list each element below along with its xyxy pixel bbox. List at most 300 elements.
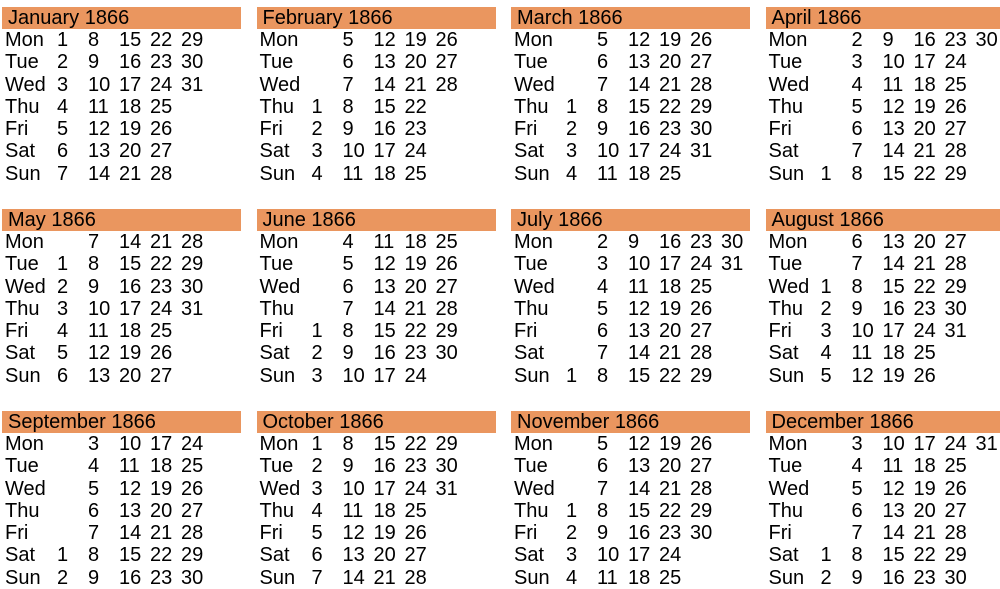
day-number: 21 xyxy=(659,74,690,96)
day-number: 26 xyxy=(436,253,467,275)
empty-day-cell xyxy=(467,29,498,51)
weekday-row-mon xyxy=(766,433,1000,455)
day-number: 7 xyxy=(852,253,883,275)
empty-day-cell xyxy=(945,342,976,364)
day-number: 24 xyxy=(150,74,181,96)
day-number: 9 xyxy=(597,522,628,544)
day-number: 3 xyxy=(312,478,343,500)
day-number: 23 xyxy=(150,276,181,298)
weekday-row-sun xyxy=(2,163,241,185)
month-title: November 1866 xyxy=(511,411,750,433)
day-number: 22 xyxy=(914,544,945,566)
day-number: 15 xyxy=(374,96,405,118)
empty-day-cell xyxy=(976,298,1000,320)
day-number: 12 xyxy=(119,478,150,500)
day-number: 11 xyxy=(597,163,628,185)
day-number: 26 xyxy=(945,478,976,500)
empty-day-cell xyxy=(821,478,852,500)
weekday-row-tue xyxy=(766,455,1000,477)
weekday-row-tue xyxy=(2,253,241,275)
empty-day-cell xyxy=(57,455,88,477)
empty-day-cell xyxy=(721,365,752,387)
empty-day-cell xyxy=(467,96,498,118)
day-number: 14 xyxy=(628,478,659,500)
empty-day-cell xyxy=(467,433,498,455)
day-number: 24 xyxy=(914,320,945,342)
day-number: 29 xyxy=(181,544,212,566)
empty-day-cell xyxy=(467,253,498,275)
day-number: 16 xyxy=(119,567,150,589)
weekday-row-fri xyxy=(257,118,496,140)
day-number: 20 xyxy=(659,455,690,477)
weekday-label: Sat xyxy=(769,544,821,566)
weekday-label: Tue xyxy=(769,51,821,73)
day-number: 22 xyxy=(405,433,436,455)
weekday-label: Sat xyxy=(5,544,57,566)
day-number: 21 xyxy=(659,478,690,500)
empty-day-cell xyxy=(566,455,597,477)
day-number: 29 xyxy=(945,544,976,566)
day-number: 24 xyxy=(659,140,690,162)
empty-day-cell xyxy=(467,544,498,566)
day-number: 18 xyxy=(405,231,436,253)
day-number: 13 xyxy=(88,140,119,162)
day-number: 7 xyxy=(57,163,88,185)
weekday-row-wed xyxy=(2,478,241,500)
weekday-label: Fri xyxy=(5,118,57,140)
empty-day-cell xyxy=(976,320,1000,342)
day-number: 20 xyxy=(374,544,405,566)
day-number: 22 xyxy=(150,544,181,566)
weekday-row-thu xyxy=(2,298,241,320)
day-number: 25 xyxy=(405,163,436,185)
weekday-row-sat xyxy=(766,140,1000,162)
day-number: 26 xyxy=(181,478,212,500)
day-number: 3 xyxy=(852,51,883,73)
empty-day-cell xyxy=(436,567,467,589)
day-number: 8 xyxy=(597,96,628,118)
weekday-label: Sun xyxy=(514,365,566,387)
day-number: 23 xyxy=(405,342,436,364)
day-number: 4 xyxy=(566,567,597,589)
empty-day-cell xyxy=(976,96,1000,118)
day-number: 21 xyxy=(119,163,150,185)
empty-day-cell xyxy=(467,51,498,73)
empty-day-cell xyxy=(436,118,467,140)
day-number: 21 xyxy=(914,522,945,544)
day-number: 6 xyxy=(597,320,628,342)
day-number: 31 xyxy=(436,478,467,500)
day-number: 1 xyxy=(821,163,852,185)
day-number: 14 xyxy=(119,522,150,544)
day-number: 29 xyxy=(945,163,976,185)
day-number: 11 xyxy=(374,231,405,253)
weekday-row-thu xyxy=(766,500,1000,522)
day-number: 10 xyxy=(343,365,374,387)
day-number: 15 xyxy=(374,433,405,455)
day-number: 8 xyxy=(88,29,119,51)
weekday-label: Mon xyxy=(260,231,312,253)
empty-day-cell xyxy=(467,118,498,140)
empty-day-cell xyxy=(976,163,1000,185)
empty-day-cell xyxy=(976,455,1000,477)
day-number: 19 xyxy=(883,365,914,387)
empty-day-cell xyxy=(467,231,498,253)
day-number: 31 xyxy=(690,140,721,162)
empty-day-cell xyxy=(436,522,467,544)
day-number: 28 xyxy=(945,253,976,275)
weekday-label: Tue xyxy=(514,455,566,477)
weekday-label: Sat xyxy=(769,342,821,364)
day-number: 28 xyxy=(405,567,436,589)
weekday-row-sat xyxy=(257,544,496,566)
empty-day-cell xyxy=(436,500,467,522)
day-number: 9 xyxy=(88,567,119,589)
day-number: 17 xyxy=(119,298,150,320)
empty-day-cell xyxy=(721,96,752,118)
day-number: 4 xyxy=(566,163,597,185)
day-number: 25 xyxy=(405,500,436,522)
day-number: 21 xyxy=(150,231,181,253)
empty-day-cell xyxy=(312,276,343,298)
day-number: 3 xyxy=(821,320,852,342)
empty-day-cell xyxy=(721,567,752,589)
day-number: 9 xyxy=(883,29,914,51)
day-number: 22 xyxy=(659,365,690,387)
day-number: 17 xyxy=(659,253,690,275)
day-number: 12 xyxy=(628,433,659,455)
weekday-row-sun xyxy=(511,163,750,185)
weekday-row-wed xyxy=(257,276,496,298)
day-number: 10 xyxy=(597,140,628,162)
day-number: 1 xyxy=(566,365,597,387)
empty-day-cell xyxy=(721,29,752,51)
day-number: 28 xyxy=(690,74,721,96)
day-number: 2 xyxy=(57,567,88,589)
day-number: 10 xyxy=(343,140,374,162)
weekday-row-thu xyxy=(257,298,496,320)
day-number: 25 xyxy=(181,455,212,477)
weekday-label: Sat xyxy=(260,140,312,162)
weekday-row-mon xyxy=(766,231,1000,253)
weekday-row-sat xyxy=(511,342,750,364)
weekday-row-sat xyxy=(511,140,750,162)
weekday-label: Sun xyxy=(769,365,821,387)
day-number: 9 xyxy=(88,51,119,73)
day-number: 14 xyxy=(883,140,914,162)
weekday-label: Mon xyxy=(5,433,57,455)
day-number: 10 xyxy=(119,433,150,455)
weekday-label: Sat xyxy=(514,544,566,566)
day-number: 28 xyxy=(690,342,721,364)
empty-day-cell xyxy=(566,478,597,500)
day-number: 9 xyxy=(628,231,659,253)
month-may xyxy=(2,209,241,387)
empty-day-cell xyxy=(212,253,243,275)
day-number: 19 xyxy=(119,342,150,364)
day-number: 7 xyxy=(88,522,119,544)
day-number: 6 xyxy=(597,51,628,73)
empty-day-cell xyxy=(721,276,752,298)
day-number: 6 xyxy=(852,500,883,522)
day-number: 17 xyxy=(883,320,914,342)
day-number: 25 xyxy=(659,567,690,589)
empty-day-cell xyxy=(312,298,343,320)
day-number: 25 xyxy=(914,342,945,364)
empty-day-cell xyxy=(212,231,243,253)
day-number: 2 xyxy=(852,29,883,51)
day-number: 28 xyxy=(436,298,467,320)
day-number: 18 xyxy=(150,455,181,477)
day-number: 30 xyxy=(945,298,976,320)
weekday-row-sun xyxy=(766,365,1000,387)
day-number: 22 xyxy=(914,276,945,298)
day-number: 24 xyxy=(181,433,212,455)
empty-day-cell xyxy=(212,118,243,140)
day-number: 17 xyxy=(914,433,945,455)
day-number: 28 xyxy=(181,231,212,253)
day-number: 14 xyxy=(628,342,659,364)
empty-day-cell xyxy=(690,163,721,185)
weekday-row-mon xyxy=(511,231,750,253)
day-number: 5 xyxy=(852,96,883,118)
day-number: 22 xyxy=(659,96,690,118)
day-number: 16 xyxy=(914,29,945,51)
weekday-label: Tue xyxy=(769,253,821,275)
day-number: 18 xyxy=(628,567,659,589)
weekday-label: Fri xyxy=(260,118,312,140)
day-number: 2 xyxy=(57,51,88,73)
day-number: 31 xyxy=(181,298,212,320)
day-number: 13 xyxy=(883,231,914,253)
day-number: 29 xyxy=(690,96,721,118)
empty-day-cell xyxy=(467,500,498,522)
empty-day-cell xyxy=(312,253,343,275)
empty-day-cell xyxy=(181,140,212,162)
day-number: 9 xyxy=(343,118,374,140)
empty-day-cell xyxy=(721,51,752,73)
day-number: 1 xyxy=(312,433,343,455)
weekday-row-mon xyxy=(2,433,241,455)
day-number: 25 xyxy=(659,163,690,185)
weekday-label: Sun xyxy=(514,567,566,589)
weekday-row-sun xyxy=(257,365,496,387)
day-number: 17 xyxy=(914,51,945,73)
day-number: 5 xyxy=(88,478,119,500)
weekday-label: Fri xyxy=(5,320,57,342)
weekday-row-fri xyxy=(511,320,750,342)
month-february xyxy=(257,7,496,185)
month-january xyxy=(2,7,241,185)
day-number: 19 xyxy=(405,29,436,51)
empty-day-cell xyxy=(976,118,1000,140)
empty-day-cell xyxy=(721,140,752,162)
day-number: 25 xyxy=(945,74,976,96)
day-number: 15 xyxy=(374,320,405,342)
weekday-label: Mon xyxy=(514,231,566,253)
day-number: 7 xyxy=(597,74,628,96)
empty-day-cell xyxy=(721,74,752,96)
weekday-row-mon xyxy=(511,433,750,455)
day-number: 20 xyxy=(405,51,436,73)
weekday-row-sun xyxy=(257,163,496,185)
weekday-label: Mon xyxy=(260,29,312,51)
weekday-label: Mon xyxy=(769,231,821,253)
weekday-row-fri xyxy=(766,320,1000,342)
day-number: 11 xyxy=(883,455,914,477)
empty-day-cell xyxy=(212,140,243,162)
day-number: 10 xyxy=(597,544,628,566)
day-number: 27 xyxy=(945,231,976,253)
day-number: 8 xyxy=(343,320,374,342)
weekday-label: Sun xyxy=(769,163,821,185)
day-number: 13 xyxy=(628,455,659,477)
weekday-label: Wed xyxy=(5,478,57,500)
day-number: 14 xyxy=(343,567,374,589)
day-number: 22 xyxy=(659,500,690,522)
day-number: 26 xyxy=(150,342,181,364)
weekday-label: Sun xyxy=(260,365,312,387)
weekday-label: Sun xyxy=(5,163,57,185)
weekday-row-wed xyxy=(766,276,1000,298)
day-number: 21 xyxy=(150,522,181,544)
day-number: 27 xyxy=(405,544,436,566)
empty-day-cell xyxy=(57,500,88,522)
day-number: 24 xyxy=(405,365,436,387)
empty-day-cell xyxy=(721,342,752,364)
day-number: 22 xyxy=(405,320,436,342)
empty-day-cell xyxy=(212,455,243,477)
empty-day-cell xyxy=(821,29,852,51)
empty-day-cell xyxy=(436,163,467,185)
day-number: 20 xyxy=(659,320,690,342)
day-number: 13 xyxy=(374,51,405,73)
day-number: 22 xyxy=(150,253,181,275)
day-number: 26 xyxy=(150,118,181,140)
weekday-row-wed xyxy=(257,74,496,96)
day-number: 20 xyxy=(119,365,150,387)
weekday-label: Mon xyxy=(514,29,566,51)
day-number: 28 xyxy=(181,522,212,544)
empty-day-cell xyxy=(212,29,243,51)
month-title: August 1866 xyxy=(766,209,1000,231)
month-september xyxy=(2,411,241,589)
day-number: 23 xyxy=(405,455,436,477)
day-number: 14 xyxy=(374,74,405,96)
empty-day-cell xyxy=(467,163,498,185)
empty-day-cell xyxy=(721,478,752,500)
weekday-row-tue xyxy=(511,51,750,73)
empty-day-cell xyxy=(212,342,243,364)
day-number: 18 xyxy=(374,163,405,185)
day-number: 27 xyxy=(150,140,181,162)
day-number: 29 xyxy=(436,433,467,455)
empty-day-cell xyxy=(467,140,498,162)
day-number: 5 xyxy=(343,29,374,51)
weekday-row-mon xyxy=(511,29,750,51)
day-number: 16 xyxy=(628,118,659,140)
day-number: 29 xyxy=(436,320,467,342)
day-number: 4 xyxy=(821,342,852,364)
day-number: 3 xyxy=(566,140,597,162)
empty-day-cell xyxy=(212,365,243,387)
day-number: 16 xyxy=(119,51,150,73)
empty-day-cell xyxy=(721,163,752,185)
day-number: 5 xyxy=(597,298,628,320)
weekday-row-mon xyxy=(257,231,496,253)
empty-day-cell xyxy=(467,298,498,320)
empty-day-cell xyxy=(721,320,752,342)
empty-day-cell xyxy=(467,522,498,544)
empty-day-cell xyxy=(566,276,597,298)
empty-day-cell xyxy=(467,74,498,96)
day-number: 23 xyxy=(659,522,690,544)
weekday-row-wed xyxy=(511,276,750,298)
month-title: December 1866 xyxy=(766,411,1000,433)
day-number: 24 xyxy=(405,478,436,500)
empty-day-cell xyxy=(212,433,243,455)
day-number: 26 xyxy=(436,29,467,51)
empty-day-cell xyxy=(467,320,498,342)
empty-day-cell xyxy=(976,478,1000,500)
day-number: 13 xyxy=(883,118,914,140)
month-title: January 1866 xyxy=(2,7,241,29)
empty-day-cell xyxy=(566,298,597,320)
day-number: 2 xyxy=(821,298,852,320)
empty-day-cell xyxy=(976,74,1000,96)
day-number: 10 xyxy=(852,320,883,342)
weekday-label: Sun xyxy=(514,163,566,185)
empty-day-cell xyxy=(821,140,852,162)
empty-day-cell xyxy=(212,500,243,522)
empty-day-cell xyxy=(721,500,752,522)
weekday-label: Tue xyxy=(5,253,57,275)
day-number: 18 xyxy=(914,74,945,96)
day-number: 9 xyxy=(343,455,374,477)
empty-day-cell xyxy=(312,74,343,96)
day-number: 19 xyxy=(659,298,690,320)
empty-day-cell xyxy=(212,276,243,298)
empty-day-cell xyxy=(945,365,976,387)
day-number: 15 xyxy=(883,276,914,298)
weekday-row-thu xyxy=(2,96,241,118)
day-number: 11 xyxy=(343,163,374,185)
weekday-row-wed xyxy=(511,74,750,96)
day-number: 5 xyxy=(312,522,343,544)
day-number: 26 xyxy=(690,29,721,51)
weekday-row-sat xyxy=(257,140,496,162)
weekday-row-thu xyxy=(257,500,496,522)
empty-day-cell xyxy=(566,320,597,342)
day-number: 11 xyxy=(88,96,119,118)
day-number: 26 xyxy=(914,365,945,387)
day-number: 30 xyxy=(181,276,212,298)
weekday-row-sat xyxy=(2,342,241,364)
empty-day-cell xyxy=(976,140,1000,162)
day-number: 12 xyxy=(883,96,914,118)
weekday-row-thu xyxy=(766,96,1000,118)
weekday-row-sun xyxy=(2,567,241,589)
weekday-row-mon xyxy=(2,231,241,253)
empty-day-cell xyxy=(821,433,852,455)
weekday-row-wed xyxy=(511,478,750,500)
empty-day-cell xyxy=(312,51,343,73)
day-number: 12 xyxy=(374,253,405,275)
weekday-label: Tue xyxy=(260,253,312,275)
day-number: 15 xyxy=(119,544,150,566)
empty-day-cell xyxy=(690,567,721,589)
weekday-label: Thu xyxy=(5,500,57,522)
